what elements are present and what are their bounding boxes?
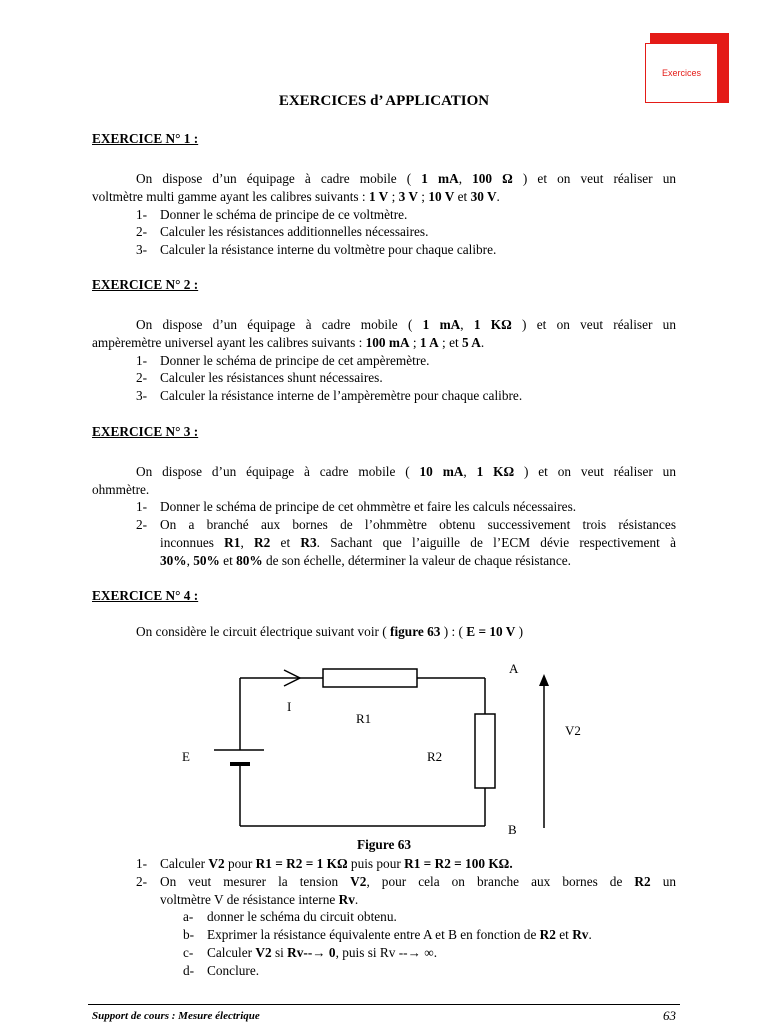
exercise-3-item-2-number: 2-	[136, 517, 148, 532]
exercise-1-item-3: Calculer la résistance interne du voltmètre pour chaque calibre.	[160, 242, 497, 257]
exercise-1-item-1-number: 1-	[136, 207, 148, 222]
exercise-2-heading: EXERCICE N° 2 :	[92, 277, 199, 292]
resistor-r2	[475, 714, 495, 788]
exercise-1-line-2: voltmètre multi gamme ayant les calibres suivants : 1 V ; 3 V ; 10 V et 30 V.	[92, 189, 500, 204]
exercise-4-q2-line-2: voltmètre V de résistance interne Rv.	[160, 892, 359, 907]
exercise-4-sub-b-letter: b-	[183, 927, 195, 942]
resistor-label-r1: R1	[356, 711, 372, 726]
exercise-2-line-1: On dispose d’un équipage à cadre mobile ( 1 mA, 1 KΩ ) et on veut réaliser un	[136, 317, 676, 332]
exercise-2-item-1: Donner le schéma de principe de cet ampèremètre.	[160, 353, 430, 368]
resistor-r1	[323, 669, 417, 687]
exercise-1-item-2: Calculer les résistances additionnelles nécessaires.	[160, 224, 429, 239]
exercise-2-item-1-number: 1-	[136, 353, 148, 368]
resistor-label-r2: R2	[427, 749, 443, 764]
exercise-1-item-1: Donner le schéma de principe de ce voltmètre.	[160, 207, 408, 222]
exercise-4-intro: On considère le circuit électrique suivant voir ( figure 63 ) : ( E = 10 V )	[136, 624, 524, 639]
exercise-1-item-2-number: 2-	[136, 224, 148, 239]
exercise-4-q2-line-1: On veut mesurer la tension V2, pour cela on branche aux bornes de R2 un	[160, 874, 677, 889]
exercise-1-item-3-number: 3-	[136, 242, 148, 257]
footer-rule	[88, 1004, 680, 1005]
node-label-a: A	[509, 661, 519, 676]
exercise-4-sub-a-letter: a-	[183, 909, 194, 924]
exercise-4-heading: EXERCICE N° 4 :	[92, 588, 199, 603]
exercise-3-item-1-number: 1-	[136, 499, 148, 514]
exercise-4-sub-d-letter: d-	[183, 963, 195, 978]
node-label-b: B	[508, 822, 517, 837]
exercise-2-item-2: Calculer les résistances shunt nécessaires.	[160, 370, 383, 385]
page-title: EXERCICES d’ APPLICATION	[278, 93, 490, 109]
exercise-1-line-1: On dispose d’un équipage à cadre mobile ( 1 mA, 100 Ω ) et on veut réaliser un	[136, 171, 676, 186]
arrow-icon: →	[407, 945, 421, 960]
exercise-2-line-2: ampèremètre universel ayant les calibres suivants : 100 mA ; 1 A ; et 5 A.	[92, 335, 485, 350]
exercise-3-line-2: ohmmètre.	[92, 482, 150, 497]
exercise-4-sub-d: Conclure.	[207, 963, 260, 978]
exercise-2-item-3: Calculer la résistance interne de l’ampèremètre pour chaque calibre.	[160, 388, 523, 403]
exercise-3-item-2-line-1: On a branché aux bornes de l’ohmmètre obtenu successivement trois résistances	[160, 517, 676, 532]
current-label-i: I	[287, 699, 292, 714]
figure-caption: Figure 63	[356, 837, 412, 852]
exercise-4-q2-number: 2-	[136, 874, 148, 889]
exercise-3-item-2-line-2: inconnues R1, R2 et R3. Sachant que l’aiguille de l’ECM dévie respectivement à	[160, 535, 676, 550]
arrow-icon: →	[312, 945, 326, 960]
exercise-4-sub-c: Calculer V2 si Rv--→ 0, puis si Rv --→ ∞.	[207, 945, 438, 960]
page-number: 63	[663, 1008, 676, 1023]
exercise-4-q1: Calculer V2 pour R1 = R2 = 1 KΩ puis pour R1 = R2 = 100 KΩ.	[160, 856, 513, 871]
exercise-2-item-2-number: 2-	[136, 370, 148, 385]
exercise-1-heading: EXERCICE N° 1 :	[92, 131, 199, 146]
voltage-label-v2: V2	[565, 723, 581, 738]
exercise-3-item-2-line-3: 30%, 50% et 80% de son échelle, déterminer la valeur de chaque résistance.	[160, 553, 571, 568]
exercise-2-item-3-number: 3-	[136, 388, 148, 403]
exercise-4-sub-b: Exprimer la résistance équivalente entre A et B en fonction de R2 et Rv.	[207, 927, 592, 942]
footer-course-title: Support de cours : Mesure électrique	[92, 1010, 260, 1022]
exercices-tag-label: Exercices	[661, 68, 701, 78]
exercise-4-sub-c-letter: c-	[183, 945, 194, 960]
exercise-4-sub-a: donner le schéma du circuit obtenu.	[207, 909, 397, 924]
exercise-3-heading: EXERCICE N° 3 :	[92, 424, 199, 439]
exercise-3-item-1: Donner le schéma de principe de cet ohmmètre et faire les calculs nécessaires.	[160, 499, 577, 514]
exercise-3-line-1: On dispose d’un équipage à cadre mobile ( 10 mA, 1 KΩ ) et on veut réaliser un	[136, 464, 676, 479]
source-label-e: E	[182, 749, 190, 764]
exercise-4-q1-number: 1-	[136, 856, 148, 871]
voltage-arrow-head-icon	[539, 674, 549, 686]
circuit-figure	[170, 652, 620, 842]
